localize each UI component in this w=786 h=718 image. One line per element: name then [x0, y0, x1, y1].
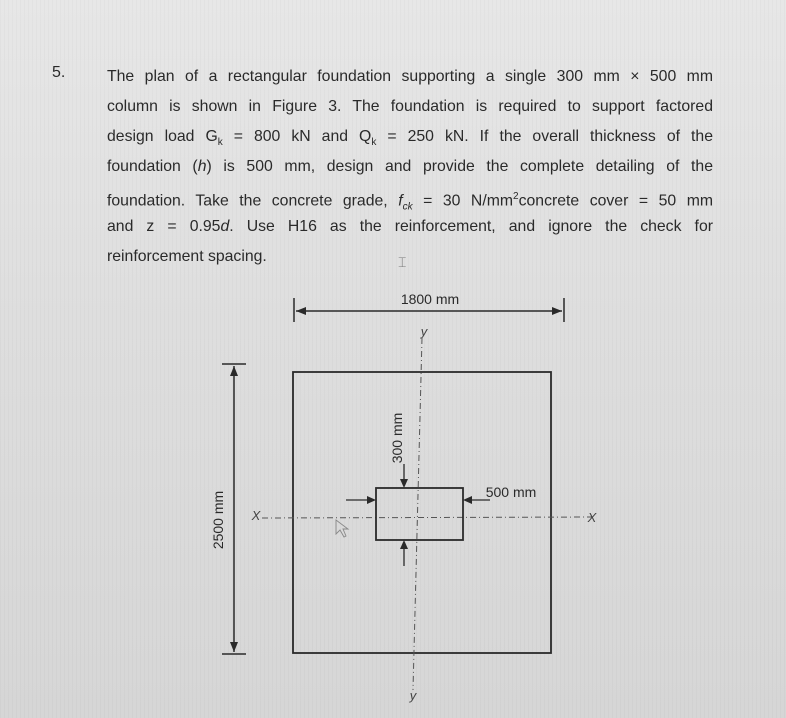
text-fragment: ) is 500 mm, design and provide the complete detailing of the — [206, 158, 713, 175]
text-fragment: = 30 N/mm — [412, 192, 514, 210]
axis-x-right-label: X — [587, 510, 597, 525]
question-line-2: column is shown in Figure 3. The foundation is required to support factored — [107, 98, 713, 115]
column-long-label: 500 mm — [485, 484, 537, 500]
question-number: 5. — [52, 64, 66, 81]
subscript: ck — [402, 201, 413, 213]
x-axis-line — [262, 517, 594, 518]
question-line-7: reinforcement spacing. — [107, 248, 267, 265]
superscript: 2 — [513, 191, 519, 202]
axis-y-bottom-label: y — [409, 688, 417, 703]
text-fragment: and z = 0.95 — [107, 218, 221, 235]
text-fragment: . Use H16 as the reinforcement, and ignore the check for — [229, 218, 713, 235]
italic-var: h — [197, 158, 207, 175]
italic-var: d — [220, 218, 230, 235]
text-fragment: design load G — [107, 128, 218, 145]
text-cursor-icon: ⌶ — [398, 254, 407, 270]
axis-y-top-label: y — [420, 324, 428, 339]
width-dimension — [294, 291, 564, 322]
text-fragment: foundation. Take the concrete grade, — [107, 192, 399, 210]
column-outline — [376, 488, 463, 540]
question-line-1: The plan of a rectangular foundation supporting a single 300 mm × 500 mm — [107, 68, 713, 85]
height-label: 2500 mm — [210, 490, 226, 550]
y-axis-line — [413, 338, 422, 690]
column-long-dimension — [346, 484, 536, 504]
italic-var: f — [398, 192, 403, 210]
width-label: 1800 mm — [400, 291, 460, 307]
axis-x-left-label: X — [251, 508, 261, 523]
column-short-dimension — [389, 413, 408, 566]
subscript: k — [371, 137, 377, 149]
foundation-outline — [293, 372, 551, 653]
text-fragment: concrete cover = 50 mm — [518, 192, 714, 210]
column-short-label: 300 mm — [389, 412, 405, 464]
text-fragment: = 800 kN and Q — [222, 128, 372, 145]
mouse-pointer-icon — [336, 520, 348, 537]
height-dimension — [210, 364, 246, 654]
text-fragment: = 250 kN. If the overall thickness of the — [376, 128, 713, 145]
text-fragment: foundation ( — [107, 158, 198, 175]
subscript: k — [217, 137, 223, 149]
